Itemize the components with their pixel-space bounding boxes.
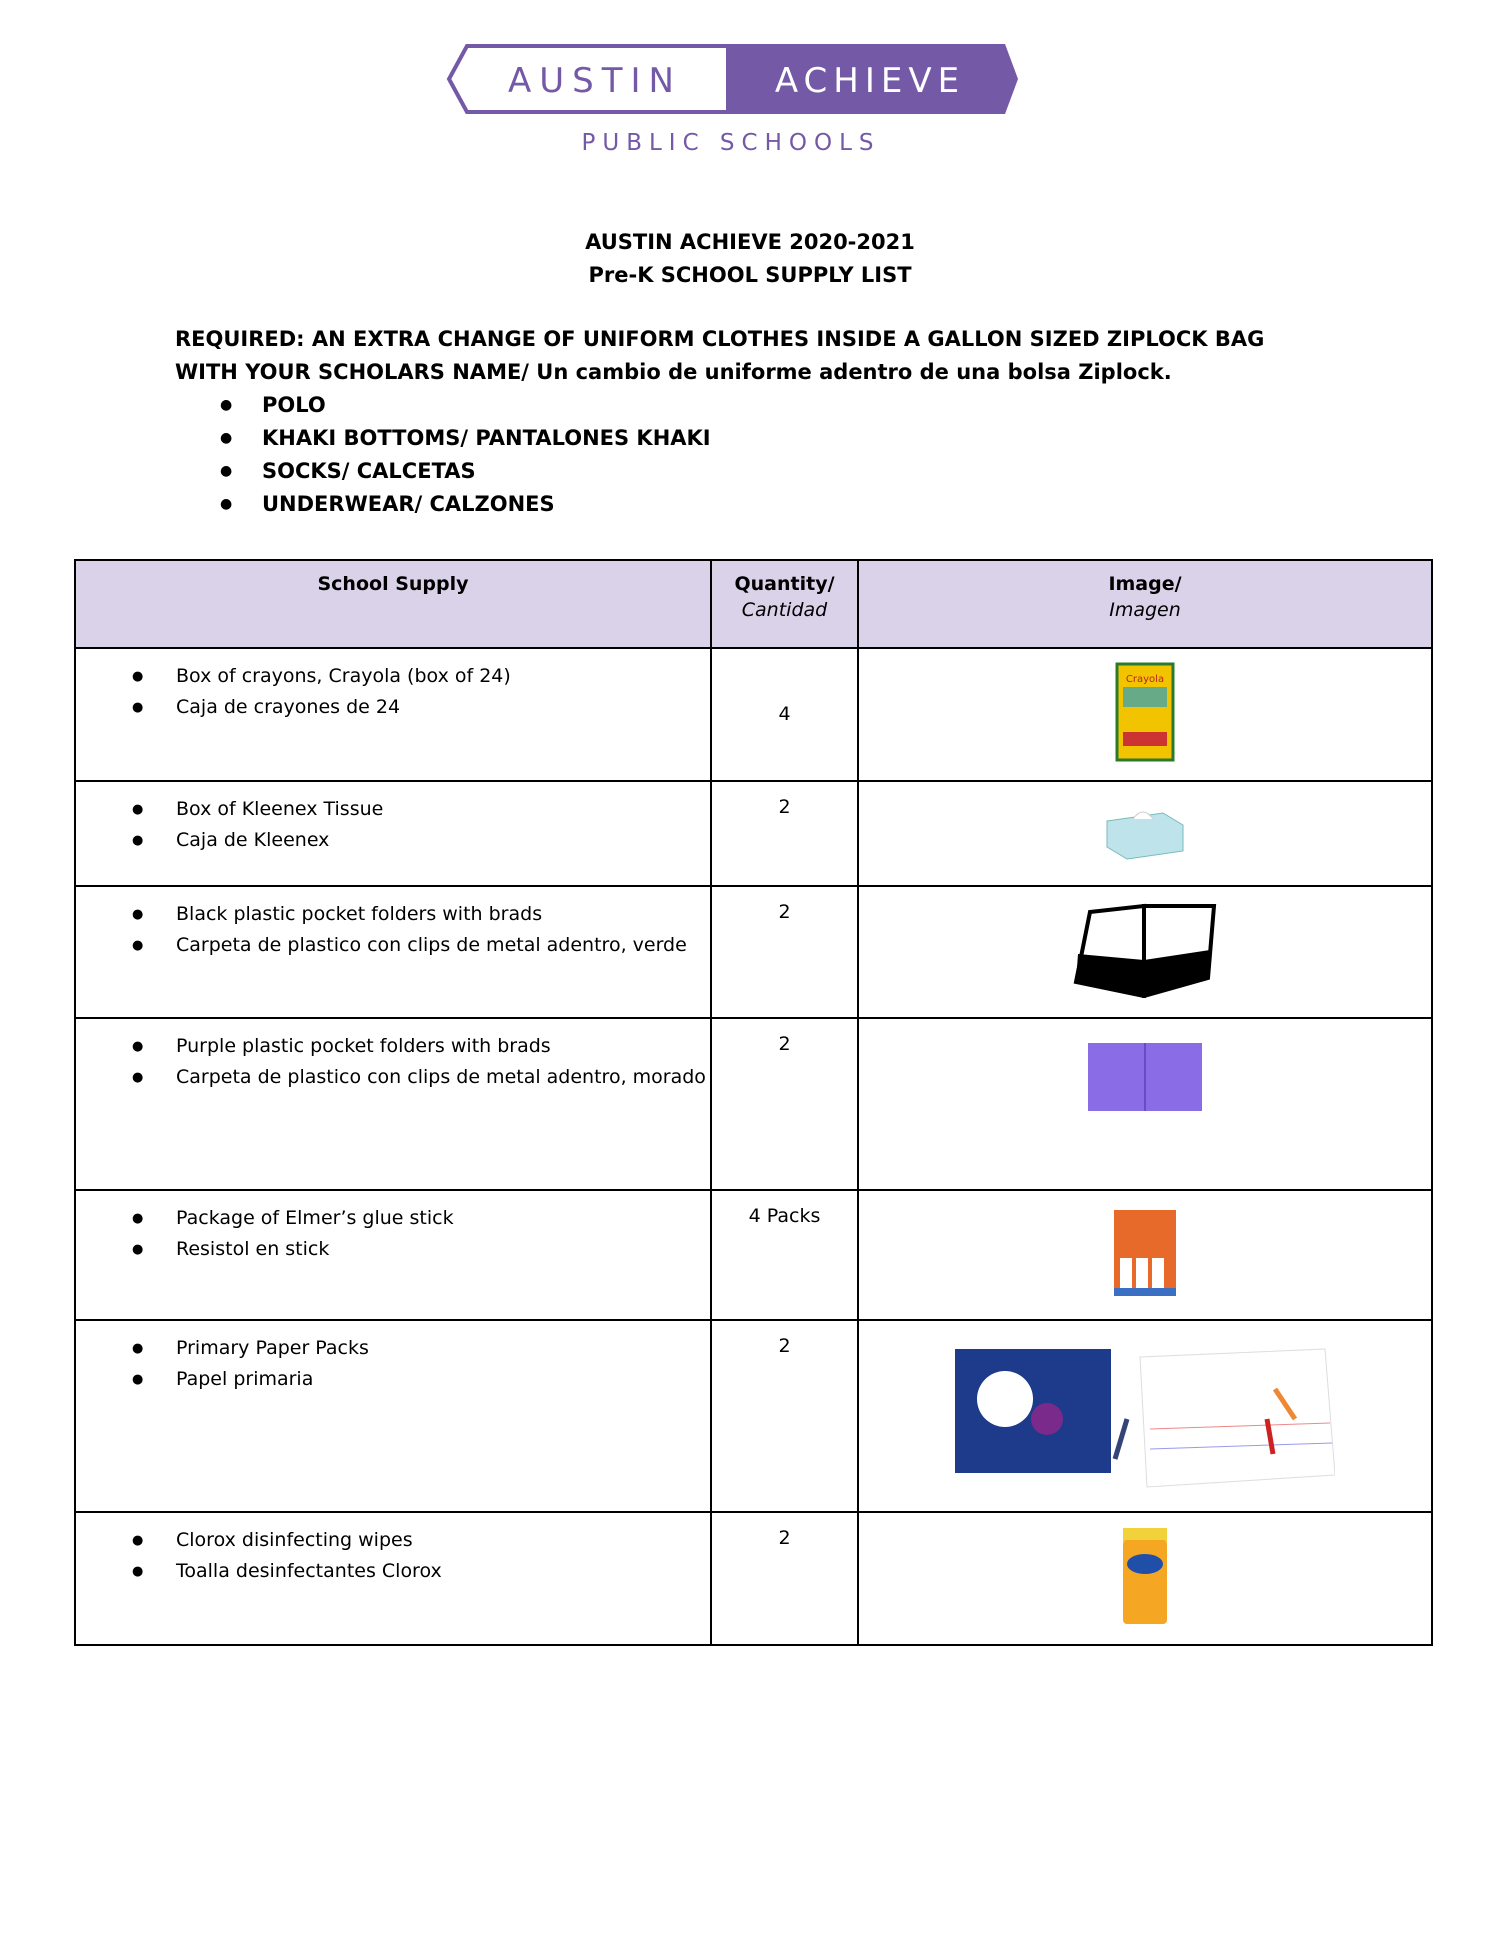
primary-paper-image [955,1339,1335,1489]
table-row [75,1018,1432,1190]
quantity: 4 [711,648,858,781]
table-row [75,781,1432,886]
table-row [75,1512,1432,1645]
quantity: 2 [711,781,858,886]
purple-folder-image [1086,1041,1204,1113]
quantity: 2 [711,1018,858,1190]
austin-achieve-logo [445,44,1018,156]
table-header [75,560,1432,648]
supply-item: ● Package of Elmer’s glue stick [176,1203,710,1234]
header-supply: School Supply [75,560,711,648]
table-row [75,648,1432,781]
supply-item: ● Carpeta de plastico con clips de metal adentro, morado [176,1062,710,1093]
table-row [75,1190,1432,1320]
uniform-list [175,389,1264,521]
quantity: 2 [711,886,858,1018]
tissue-image [1103,801,1187,861]
table-row [75,1320,1432,1512]
supply-item: ● Papel primaria [176,1364,710,1395]
supply-item: ● Caja de crayones de 24 [176,692,710,723]
supply-item: ● Purple plastic pocket folders with brads [176,1031,710,1062]
supply-item: ● Resistol en stick [176,1234,710,1265]
clorox-wipes-image [1119,1526,1171,1626]
required-line-2: WITH YOUR SCHOLARS NAME/ Un cambio de uniforme adentro de una bolsa Ziplock. [175,360,1172,384]
quantity: 2 [711,1320,858,1512]
required-line-1: REQUIRED: AN EXTRA CHANGE OF UNIFORM CLOTHES INSIDE A GALLON SIZED ZIPLOCK BAG [175,327,1265,351]
list-item: ● SOCKS/ CALCETAS [262,455,1264,488]
svg-text:ACHIEVE: ACHIEVE [774,61,966,101]
list-item: ● KHAKI BOTTOMS/ PANTALONES KHAKI [262,422,1264,455]
supply-item: ● Box of crayons, Crayola (box of 24) [176,661,710,692]
supply-item: ● Clorox disinfecting wipes [176,1525,710,1556]
title-line-2: Pre-K SCHOOL SUPPLY LIST [588,263,912,287]
black-folder-image [1072,902,1218,998]
list-item: ● POLO [262,389,1264,422]
supply-item: ● Primary Paper Packs [176,1333,710,1364]
header-image: Image/ Imagen [858,560,1432,648]
svg-text:AUSTIN: AUSTIN [508,61,682,101]
svg-text:Crayola: Crayola [1125,674,1165,685]
title-line-1: AUSTIN ACHIEVE 2020-2021 [585,230,915,254]
list-item: ● UNDERWEAR/ CALZONES [262,488,1264,521]
svg-text:PUBLIC SCHOOLS: PUBLIC SCHOOLS [581,130,881,156]
supply-item: ● Black plastic pocket folders with brads [176,899,710,930]
table-row [75,886,1432,1018]
document-title [0,226,1500,292]
supply-item: ● Toalla desinfectantes Clorox [176,1556,710,1587]
supply-table [74,559,1433,1646]
supply-item: ● Caja de Kleenex [176,825,710,856]
quantity: 4 Packs [711,1190,858,1320]
supply-item: ● Carpeta de plastico con clips de metal adentro, verde [176,930,710,961]
header-quantity: Quantity/ Cantidad [711,560,858,648]
supply-item: ● Box of Kleenex Tissue [176,794,710,825]
required-section [175,323,1264,521]
quantity: 2 [711,1512,858,1645]
glue-stick-image [1112,1208,1178,1298]
crayons-image [1115,662,1175,762]
